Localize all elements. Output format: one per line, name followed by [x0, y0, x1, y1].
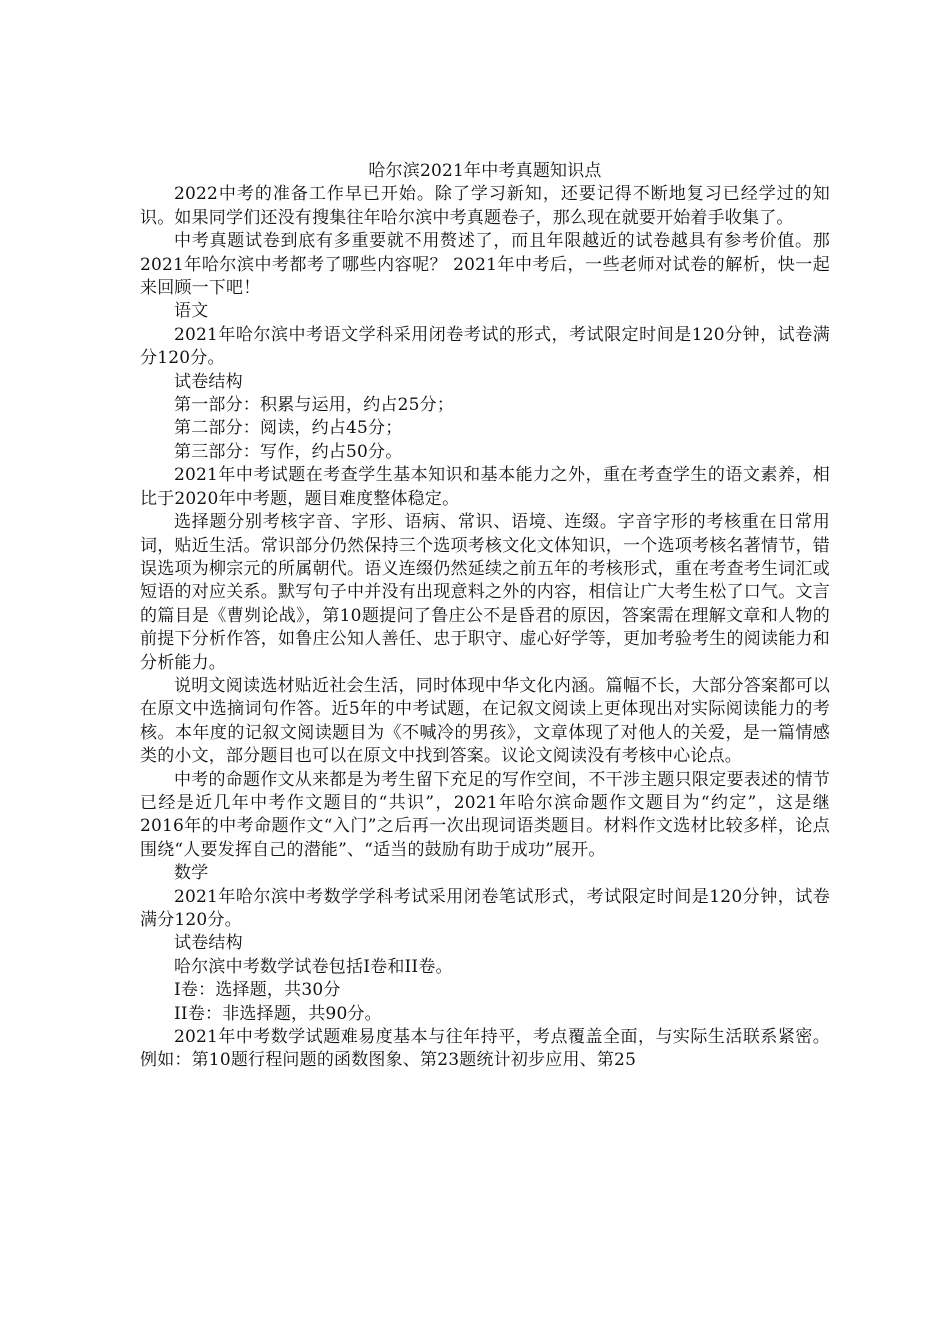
document-body: [140, 183, 830, 1072]
section-heading: 第二部分：阅读，约占45分；: [174, 418, 403, 439]
document-page: [140, 160, 830, 1073]
body-paragraph: 2021年中考试题在考查学生基本知识和基本能力之外，重在考查学生的语文素养，相比于2020年中考题，题目难度整体稳定。: [140, 465, 830, 509]
body-paragraph: 选择题分别考核字音、字形、语病、常识、语境、连缀。字音字形的考核重在日常用词，贴近生活。常识部分仍然保持三个选项考核文化文体知识，一个选项考核名著情节，错误选项为柳宗元的所属朝代。语义连缀仍然延续之前五年的考核形式，重在考查考生词汇或短语的对应关系。默写句子中并没有出现意料之外的内容，相信让广大考生松了口气。文言的篇目是《曹刿论战》，第10题提问了鲁庄公不是昏君的原因，答案需在理解文章和人物的前提下分析作答，如鲁庄公知人善任、忠于职守、虚心好学等，更加考验考生的阅读能力和分析能力。: [140, 512, 830, 673]
section-heading: II卷：非选择题，共90分。: [174, 1003, 382, 1024]
body-paragraph: 中考真题试卷到底有多重要就不用赘述了，而且年限越近的试卷越具有参考价值。那2021年哈尔滨中考都考了哪些内容呢？ 2021年中考后，一些老师对试卷的解析，快一起来回顾一下吧！: [140, 231, 830, 299]
section-heading: 试卷结构: [174, 371, 243, 392]
section-heading: 哈尔滨中考数学试卷包括I卷和II卷。: [174, 956, 453, 977]
section-heading: 第三部分：写作，约占50分。: [174, 441, 403, 462]
section-heading: I卷：选择题，共30分: [174, 980, 341, 1001]
section-heading: 数学: [174, 863, 209, 884]
body-paragraph: 2021年哈尔滨中考语文学科采用闭卷考试的形式，考试限定时间是120分钟，试卷满分120分。: [140, 324, 830, 369]
body-paragraph: 2022中考的准备工作早已开始。除了学习新知，还要记得不断地复习已经学过的知识。如果同学们还没有搜集往年哈尔滨中考真题卷子，那么现在就要开始着手收集了。: [140, 184, 830, 228]
section-heading: 试卷结构: [174, 933, 243, 954]
body-paragraph: 中考的命题作文从来都是为考生留下充足的写作空间，不干涉主题只限定要表述的情节已经是近几年中考作文题目的“共识”，2021年哈尔滨命题作文题目为“约定”，这是继2016年的中考命题作文“入门”之后再一次出现词语类题目。材料作文选材比较多样，论点围绕“人要发挥自己的潜能”、“适当的鼓励有助于成功”展开。: [140, 769, 830, 860]
document-title: 哈尔滨2021年中考真题知识点: [368, 161, 602, 181]
section-heading: 语文: [174, 301, 209, 322]
body-paragraph: 说明文阅读选材贴近社会生活，同时体现中华文化内涵。篇幅不长，大部分答案都可以在原文中选摘词句作答。近5年的中考试题，在记叙文阅读上更体现出对实际阅读能力的考核。本年度的记叙文阅读题目为《不喊冷的男孩》，文章体现了对他人的关爱，是一篇情感类的小文，部分题目也可以在原文中找到答案。议论文阅读没有考核中心论点。: [140, 675, 830, 767]
body-paragraph: 2021年中考数学试题难易度基本与往年持平，考点覆盖全面，与实际生活联系紧密。例如：第10题行程问题的函数图象、第23题统计初步应用、第25: [140, 1027, 830, 1071]
section-heading: 第一部分：积累与运用，约占25分；: [174, 395, 455, 416]
body-paragraph: 2021年哈尔滨中考数学学科考试采用闭卷笔试形式，考试限定时间是120分钟，试卷满分120分。: [140, 886, 830, 930]
